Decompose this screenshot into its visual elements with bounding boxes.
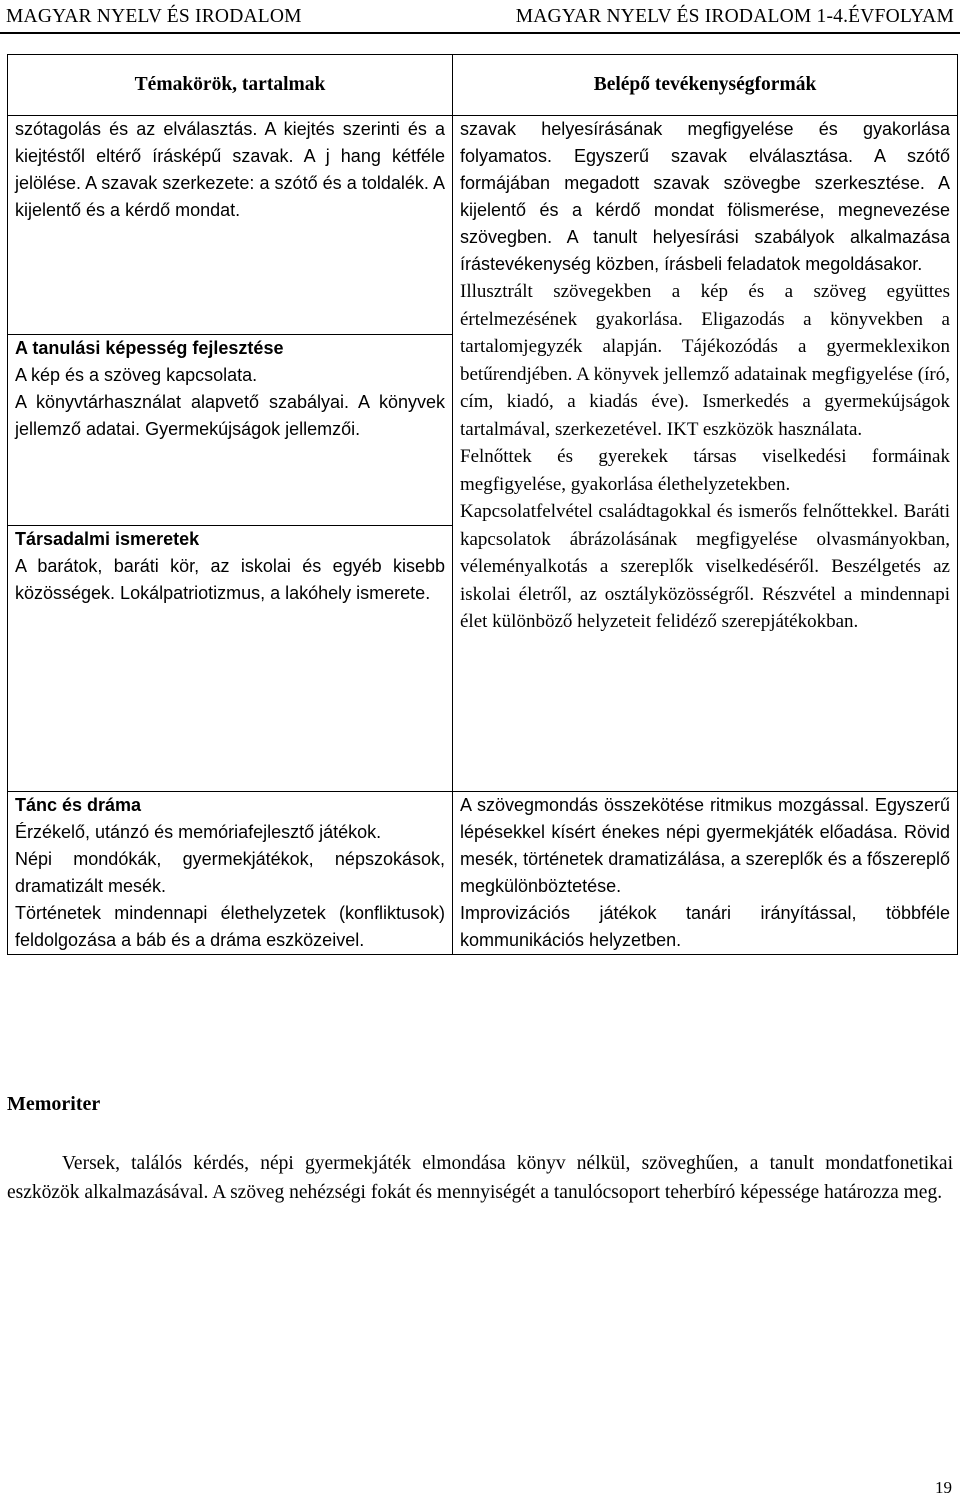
row3-right-p1: Felnőttek és gyerekek társas viselkedési formáinak megfigyelése, gyakorlása élethelyzetekben. bbox=[460, 446, 950, 495]
column-header-topics: Témakörök, tartalmak bbox=[8, 55, 453, 116]
row4-left-p2: Népi mondókák, gyermekjátékok, népszokások, dramatizált mesék. bbox=[15, 849, 445, 896]
row1-left-text: szótagolás és az elválasztás. A kiejtés szerinti és a kiejtéstől eltérő írásképű szavak. A j hang kétféle jelölése. A szavak szerkezete: a szótő és a toldalék. A kijelentő és a kérdő mondat. bbox=[15, 119, 445, 220]
header-left-title: MAGYAR NYELV ÉS IRODALOM bbox=[6, 6, 302, 27]
header-right-title: MAGYAR NYELV ÉS IRODALOM 1-4.ÉVFOLYAM bbox=[515, 6, 954, 27]
memoriter-text: Versek, találós kérdés, népi gyermekjáték elmondása könyv nélkül, szöveghűen, a tanult mondatfonetikai eszközök alkalmazásával. A szöveg nehézségi fokát és mennyiségét a tanulócsoport teherbíró képessége határozza meg. bbox=[7, 1153, 953, 1203]
row4-left-p1: Érzékelő, utánzó és memóriafejlesztő játékok. bbox=[15, 822, 382, 842]
row2-left-line1: A kép és a szöveg kapcsolata. bbox=[15, 365, 258, 385]
table-row bbox=[8, 792, 958, 955]
row3-left-title: Társadalmi ismeretek bbox=[15, 529, 200, 549]
row2-right-text: Illusztrált szövegekben a kép és a szöveg együttes értelmezésének gyakorlása. Eligazodás a könyvekben a tartalomjegyzék alapján. Tájékozódás a gyermeklexikon betűrendjében. A könyvek jellemző adatainak megfigyelése (író, cím, kiadó, a kiadás éve). Ismerkedés a gyermekújságok tartalmával, szerkezetével. IKT eszközök használata. bbox=[460, 281, 950, 440]
row4-left-p3: Történetek mindennapi élethelyzetek (konfliktusok) feldolgozása a báb és a dráma eszközeivel. bbox=[15, 903, 445, 950]
row3-right-p2: Kapcsolatfelvétel családtagokkal és ismerős felnőttekkel. Baráti kapcsolatok ábrázolásának megfigyelése olvasmányokban, véleményalkotás a szereplők viselkedéséről. Beszélgetés az iskolai életről, az osztályközösségről. Részvétel a mindennapi élet különböző helyzeteit felidéző szerepjátékokban. bbox=[460, 501, 950, 632]
curriculum-table bbox=[7, 54, 958, 955]
column-header-activities: Belépő tevékenységformák bbox=[453, 55, 958, 116]
row3-left-text: A barátok, baráti kör, az iskolai és egyéb kisebb közösségek. Lokálpatriotizmus, a lakóhely ismerete. bbox=[15, 556, 445, 603]
page-number: 19 bbox=[935, 1478, 952, 1497]
row4-right-p1: A szövegmondás összekötése ritmikus mozgással. Egyszerű lépésekkel kísért énekes népi gyermekjáték előadása. Rövid mesék, történetek dramatizálása, a szereplők és a főszereplő megkülönböztetése. bbox=[460, 795, 950, 896]
row2-left-line2: A könyvtárhasználat alapvető szabályai. A könyvek jellemző adatai. Gyermekújságok jellemzői. bbox=[15, 392, 445, 439]
row4-left-title: Tánc és dráma bbox=[15, 795, 142, 815]
row1-right-text: szavak helyesírásának megfigyelése és gyakorlása folyamatos. Egyszerű szavak elválasztása. A szótő formájában megadott szavak szövegbe szerkesztése. A kijelentő és a kérdő mondat fölismerése, megnevezése szövegben. A tanult helyesírási szabályok alkalmazása írástevékenység közben, írásbeli feladatok megoldásakor. bbox=[460, 119, 950, 274]
memoriter-title: Memoriter bbox=[7, 1093, 101, 1115]
page-header bbox=[0, 0, 960, 34]
table-header-row bbox=[8, 55, 958, 116]
row4-right-p2: Improvizációs játékok tanári irányítással, többféle kommunikációs helyzetben. bbox=[460, 903, 950, 950]
row2-left-title: A tanulási képesség fejlesztése bbox=[15, 338, 284, 358]
table-row bbox=[8, 116, 958, 335]
